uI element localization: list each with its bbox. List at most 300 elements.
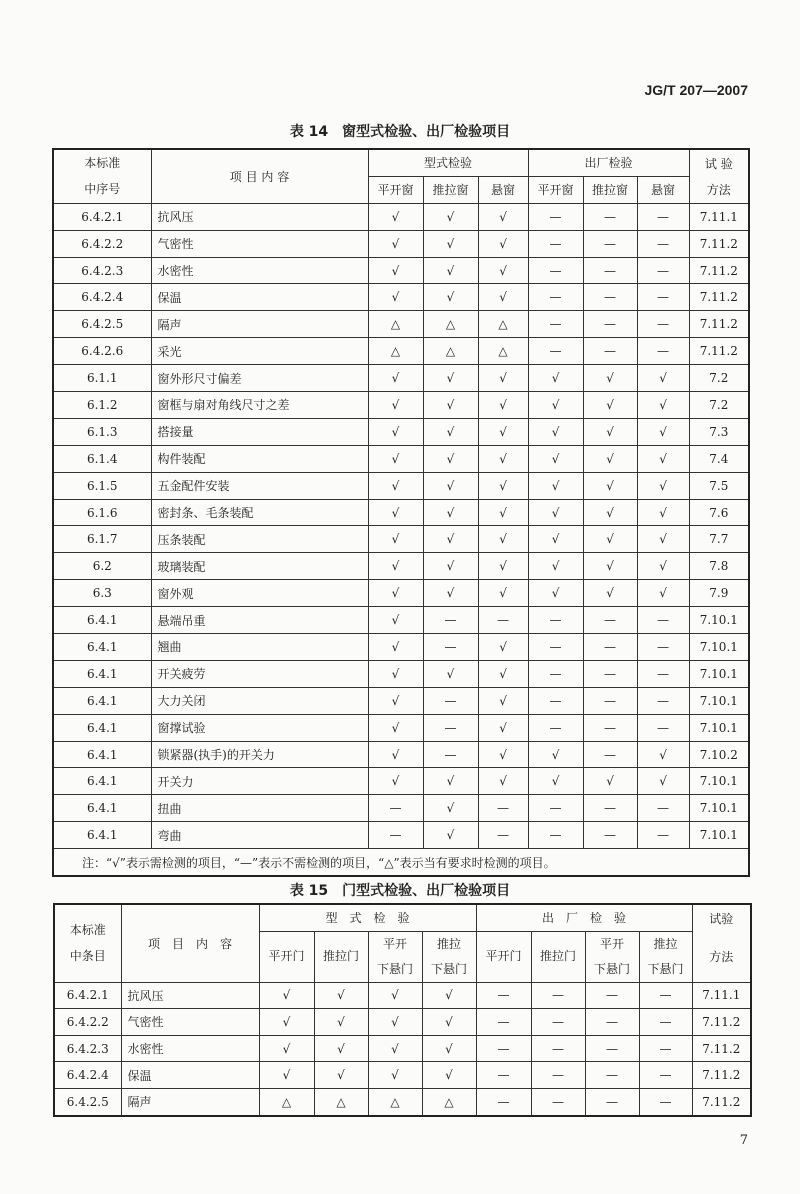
clause-number: 6.1.1 xyxy=(53,365,151,392)
inspection-mark: — xyxy=(528,714,583,741)
inspection-mark: √ xyxy=(528,526,583,553)
test-method: 7.10.1 xyxy=(689,660,749,687)
table-row xyxy=(53,768,749,795)
inspection-mark: — xyxy=(531,982,585,1009)
page-number: 7 xyxy=(739,1133,748,1148)
inspection-mark: √ xyxy=(368,526,423,553)
item-content: 抗风压 xyxy=(121,982,259,1009)
inspection-mark: — xyxy=(528,795,583,822)
header-clause-number: 本标准 中序号 xyxy=(53,149,151,203)
header-factory-inspection: 出 厂 检 验 xyxy=(476,904,692,931)
test-method: 7.11.2 xyxy=(689,284,749,311)
table14-caption: 表 14 窗型式检验、出厂检验项目 xyxy=(289,124,511,140)
inspection-mark: — xyxy=(583,230,637,257)
inspection-mark: — xyxy=(368,822,423,849)
inspection-mark: √ xyxy=(637,553,689,580)
header-subtype: 悬窗 xyxy=(637,176,689,203)
inspection-mark: √ xyxy=(528,580,583,607)
inspection-mark: √ xyxy=(423,822,478,849)
header-subtype: 推拉 下悬门 xyxy=(639,931,692,982)
item-content: 开关力 xyxy=(151,768,368,795)
item-content: 水密性 xyxy=(151,257,368,284)
clause-number: 6.1.6 xyxy=(53,499,151,526)
inspection-mark: — xyxy=(637,714,689,741)
inspection-mark: √ xyxy=(583,418,637,445)
test-method: 7.10.1 xyxy=(689,768,749,795)
inspection-mark: — xyxy=(476,982,531,1009)
inspection-mark: √ xyxy=(478,580,528,607)
item-content: 窗外形尺寸偏差 xyxy=(151,365,368,392)
inspection-mark: √ xyxy=(423,472,478,499)
inspection-mark: — xyxy=(528,338,583,365)
inspection-mark: — xyxy=(639,1035,692,1062)
inspection-mark: — xyxy=(637,822,689,849)
inspection-mark: — xyxy=(476,1035,531,1062)
inspection-mark: √ xyxy=(478,257,528,284)
clause-number: 6.1.2 xyxy=(53,392,151,419)
inspection-mark: √ xyxy=(478,472,528,499)
table-row xyxy=(54,1009,751,1036)
header-subtype: 平开窗 xyxy=(528,176,583,203)
inspection-mark: — xyxy=(531,1035,585,1062)
inspection-mark: — xyxy=(478,822,528,849)
inspection-mark: √ xyxy=(478,203,528,230)
item-content: 构件装配 xyxy=(151,445,368,472)
inspection-mark: — xyxy=(528,822,583,849)
item-content: 翘曲 xyxy=(151,634,368,661)
item-content: 锁紧器(执手)的开关力 xyxy=(151,741,368,768)
item-content: 隔声 xyxy=(151,311,368,338)
inspection-mark: √ xyxy=(423,284,478,311)
inspection-mark: — xyxy=(368,795,423,822)
inspection-mark: √ xyxy=(528,418,583,445)
table-row xyxy=(53,311,749,338)
inspection-mark: √ xyxy=(423,526,478,553)
inspection-mark: √ xyxy=(528,553,583,580)
inspection-mark: △ xyxy=(259,1088,314,1115)
inspection-mark: — xyxy=(583,795,637,822)
item-content: 保温 xyxy=(151,284,368,311)
inspection-mark: √ xyxy=(583,365,637,392)
inspection-mark: — xyxy=(583,822,637,849)
test-method: 7.10.1 xyxy=(689,795,749,822)
inspection-mark: √ xyxy=(423,203,478,230)
inspection-mark: √ xyxy=(423,795,478,822)
test-method: 7.11.2 xyxy=(689,230,749,257)
clause-number: 6.4.2.4 xyxy=(53,284,151,311)
inspection-mark: — xyxy=(528,607,583,634)
inspection-mark: √ xyxy=(368,580,423,607)
inspection-mark: √ xyxy=(368,741,423,768)
table-row xyxy=(53,445,749,472)
inspection-mark: — xyxy=(528,634,583,661)
inspection-mark: √ xyxy=(478,418,528,445)
table-row xyxy=(53,553,749,580)
inspection-mark: — xyxy=(476,1088,531,1115)
clause-number: 6.4.2.4 xyxy=(54,1062,121,1089)
inspection-mark: — xyxy=(639,1009,692,1036)
door-inspection-table xyxy=(53,903,752,1117)
inspection-mark: — xyxy=(585,1062,639,1089)
inspection-mark: — xyxy=(528,284,583,311)
item-content: 弯曲 xyxy=(151,822,368,849)
item-content: 五金配件安装 xyxy=(151,472,368,499)
inspection-mark: — xyxy=(637,257,689,284)
inspection-mark: √ xyxy=(423,257,478,284)
item-content: 气密性 xyxy=(121,1009,259,1036)
inspection-mark: √ xyxy=(528,741,583,768)
inspection-mark: — xyxy=(528,687,583,714)
inspection-mark: √ xyxy=(368,499,423,526)
table-row xyxy=(54,982,751,1009)
inspection-mark: — xyxy=(583,660,637,687)
inspection-mark: √ xyxy=(478,499,528,526)
inspection-mark: — xyxy=(637,203,689,230)
clause-number: 6.1.7 xyxy=(53,526,151,553)
inspection-mark: — xyxy=(637,795,689,822)
inspection-mark: √ xyxy=(528,445,583,472)
table-row xyxy=(53,472,749,499)
inspection-mark: √ xyxy=(478,768,528,795)
item-content: 玻璃装配 xyxy=(151,553,368,580)
table-row xyxy=(53,338,749,365)
inspection-mark: — xyxy=(528,660,583,687)
test-method: 7.10.1 xyxy=(689,634,749,661)
inspection-mark: — xyxy=(637,284,689,311)
test-method: 7.10.1 xyxy=(689,714,749,741)
item-content: 气密性 xyxy=(151,230,368,257)
clause-number: 6.4.1 xyxy=(53,687,151,714)
inspection-mark: — xyxy=(528,230,583,257)
header-subtype: 平开 下悬门 xyxy=(368,931,422,982)
header-item-content: 项 目 内 容 xyxy=(121,904,259,982)
test-method: 7.11.2 xyxy=(689,311,749,338)
test-method: 7.11.2 xyxy=(689,338,749,365)
inspection-mark: √ xyxy=(528,392,583,419)
inspection-mark: √ xyxy=(423,392,478,419)
test-method: 7.11.2 xyxy=(689,257,749,284)
inspection-mark: — xyxy=(423,687,478,714)
inspection-mark: √ xyxy=(422,1035,476,1062)
inspection-mark: — xyxy=(583,634,637,661)
header-clause-number: 本标准 中条目 xyxy=(54,904,121,982)
inspection-mark: √ xyxy=(368,472,423,499)
item-content: 密封条、毛条装配 xyxy=(151,499,368,526)
header-subtype: 悬窗 xyxy=(478,176,528,203)
inspection-mark: — xyxy=(585,1088,639,1115)
inspection-mark: √ xyxy=(637,741,689,768)
header-subtype: 推拉窗 xyxy=(423,176,478,203)
inspection-mark: √ xyxy=(368,982,422,1009)
inspection-mark: √ xyxy=(368,1062,422,1089)
inspection-mark: — xyxy=(583,714,637,741)
table-row xyxy=(53,365,749,392)
inspection-mark: √ xyxy=(528,499,583,526)
inspection-mark: √ xyxy=(478,230,528,257)
test-method: 7.7 xyxy=(689,526,749,553)
inspection-mark: √ xyxy=(583,580,637,607)
clause-number: 6.4.1 xyxy=(53,714,151,741)
table-row xyxy=(54,1035,751,1062)
header-item-content: 项 目 内 容 xyxy=(151,149,368,203)
inspection-mark: — xyxy=(476,1062,531,1089)
inspection-mark: √ xyxy=(637,418,689,445)
inspection-mark: √ xyxy=(259,1035,314,1062)
test-method: 7.11.2 xyxy=(692,1009,751,1036)
inspection-mark: √ xyxy=(637,499,689,526)
inspection-mark: — xyxy=(637,311,689,338)
header-subtype: 推拉窗 xyxy=(583,176,637,203)
clause-number: 6.4.2.3 xyxy=(54,1035,121,1062)
clause-number: 6.1.4 xyxy=(53,445,151,472)
table-row xyxy=(53,660,749,687)
inspection-mark: √ xyxy=(637,445,689,472)
table-row xyxy=(53,257,749,284)
inspection-mark: √ xyxy=(637,526,689,553)
test-method: 7.8 xyxy=(689,553,749,580)
header-subtype: 推拉 下悬门 xyxy=(422,931,476,982)
inspection-mark: √ xyxy=(368,768,423,795)
inspection-mark: √ xyxy=(637,365,689,392)
inspection-mark: √ xyxy=(368,445,423,472)
clause-number: 6.4.2.1 xyxy=(53,203,151,230)
test-method: 7.11.1 xyxy=(692,982,751,1009)
inspection-mark: — xyxy=(637,230,689,257)
test-method: 7.5 xyxy=(689,472,749,499)
table-row xyxy=(53,822,749,849)
standard-code: JG/T 207—2007 xyxy=(644,82,748,98)
clause-number: 6.4.1 xyxy=(53,768,151,795)
inspection-mark: — xyxy=(637,634,689,661)
inspection-mark: — xyxy=(423,714,478,741)
inspection-mark: — xyxy=(531,1062,585,1089)
inspection-mark: √ xyxy=(423,230,478,257)
table-row xyxy=(53,526,749,553)
inspection-mark: — xyxy=(423,741,478,768)
inspection-mark: — xyxy=(583,338,637,365)
header-subtype: 推拉门 xyxy=(531,931,585,982)
inspection-mark: — xyxy=(637,338,689,365)
table-row xyxy=(53,203,749,230)
test-method: 7.11.2 xyxy=(692,1035,751,1062)
inspection-mark: √ xyxy=(583,526,637,553)
item-content: 开关疲劳 xyxy=(151,660,368,687)
inspection-mark: — xyxy=(478,607,528,634)
inspection-mark: √ xyxy=(423,660,478,687)
test-method: 7.11.2 xyxy=(692,1062,751,1089)
inspection-mark: △ xyxy=(422,1088,476,1115)
clause-number: 6.4.1 xyxy=(53,607,151,634)
inspection-mark: √ xyxy=(368,392,423,419)
inspection-mark: — xyxy=(423,607,478,634)
inspection-mark: △ xyxy=(314,1088,368,1115)
note-row xyxy=(53,849,749,876)
inspection-mark: √ xyxy=(478,445,528,472)
inspection-mark: √ xyxy=(423,445,478,472)
item-content: 压条装配 xyxy=(151,526,368,553)
inspection-mark: √ xyxy=(583,553,637,580)
inspection-mark: △ xyxy=(478,311,528,338)
inspection-mark: √ xyxy=(368,230,423,257)
test-method: 7.4 xyxy=(689,445,749,472)
inspection-mark: √ xyxy=(423,768,478,795)
inspection-mark: △ xyxy=(423,338,478,365)
inspection-mark: √ xyxy=(583,768,637,795)
header-subtype: 平开门 xyxy=(476,931,531,982)
header-subtype: 平开 下悬门 xyxy=(585,931,639,982)
table-row xyxy=(53,284,749,311)
inspection-mark: — xyxy=(528,257,583,284)
test-method: 7.2 xyxy=(689,392,749,419)
inspection-mark: √ xyxy=(368,365,423,392)
inspection-mark: √ xyxy=(368,1009,422,1036)
inspection-mark: √ xyxy=(423,365,478,392)
inspection-mark: √ xyxy=(637,472,689,499)
inspection-mark: √ xyxy=(583,499,637,526)
clause-number: 6.4.2.3 xyxy=(53,257,151,284)
inspection-mark: √ xyxy=(259,1062,314,1089)
table-note: 注：“√”表示需检测的项目，“—”表示不需检测的项目，“△”表示当有要求时检测的项目。 xyxy=(53,849,749,876)
inspection-mark: △ xyxy=(368,1088,422,1115)
header-factory-inspection: 出厂检验 xyxy=(528,149,689,176)
table-row xyxy=(54,1088,751,1115)
header-row xyxy=(53,149,749,176)
table-row xyxy=(53,714,749,741)
test-method: 7.6 xyxy=(689,499,749,526)
test-method: 7.9 xyxy=(689,580,749,607)
inspection-mark: √ xyxy=(423,418,478,445)
inspection-mark: √ xyxy=(423,580,478,607)
inspection-mark: √ xyxy=(368,660,423,687)
clause-number: 6.4.1 xyxy=(53,822,151,849)
header-subtype: 平开门 xyxy=(259,931,314,982)
inspection-mark: — xyxy=(585,1035,639,1062)
clause-number: 6.4.2.2 xyxy=(53,230,151,257)
test-method: 7.11.2 xyxy=(692,1088,751,1115)
clause-number: 6.4.2.5 xyxy=(54,1088,121,1115)
inspection-mark: √ xyxy=(637,392,689,419)
inspection-mark: √ xyxy=(368,634,423,661)
inspection-mark: √ xyxy=(528,472,583,499)
item-content: 抗风压 xyxy=(151,203,368,230)
item-content: 大力关闭 xyxy=(151,687,368,714)
clause-number: 6.4.1 xyxy=(53,634,151,661)
item-content: 隔声 xyxy=(121,1088,259,1115)
inspection-mark: √ xyxy=(368,257,423,284)
header-type-inspection: 型式检验 xyxy=(368,149,528,176)
inspection-mark: √ xyxy=(422,1062,476,1089)
table-row xyxy=(53,607,749,634)
inspection-mark: — xyxy=(637,687,689,714)
table-row xyxy=(53,795,749,822)
item-content: 采光 xyxy=(151,338,368,365)
item-content: 搭接量 xyxy=(151,418,368,445)
inspection-mark: √ xyxy=(637,580,689,607)
inspection-mark: √ xyxy=(259,1009,314,1036)
inspection-mark: √ xyxy=(478,553,528,580)
inspection-mark: — xyxy=(478,795,528,822)
inspection-mark: √ xyxy=(423,553,478,580)
test-method: 7.11.1 xyxy=(689,203,749,230)
inspection-mark: √ xyxy=(583,472,637,499)
header-test-method: 试 验 xyxy=(689,149,749,176)
inspection-mark: √ xyxy=(478,687,528,714)
inspection-mark: √ xyxy=(422,982,476,1009)
item-content: 窗框与扇对角线尺寸之差 xyxy=(151,392,368,419)
clause-number: 6.2 xyxy=(53,553,151,580)
inspection-mark: — xyxy=(583,311,637,338)
inspection-mark: — xyxy=(583,203,637,230)
inspection-mark: √ xyxy=(478,365,528,392)
header-subtype: 推拉门 xyxy=(314,931,368,982)
inspection-mark: √ xyxy=(314,1062,368,1089)
clause-number: 6.1.3 xyxy=(53,418,151,445)
inspection-mark: — xyxy=(528,311,583,338)
inspection-mark: √ xyxy=(368,203,423,230)
inspection-mark: — xyxy=(423,634,478,661)
inspection-mark: △ xyxy=(478,338,528,365)
inspection-mark: √ xyxy=(528,365,583,392)
test-method: 7.2 xyxy=(689,365,749,392)
header-row xyxy=(54,904,751,931)
inspection-mark: √ xyxy=(528,768,583,795)
inspection-mark: √ xyxy=(478,714,528,741)
item-content: 保温 xyxy=(121,1062,259,1089)
table-row xyxy=(53,687,749,714)
table-row xyxy=(53,418,749,445)
inspection-mark: △ xyxy=(423,311,478,338)
inspection-mark: — xyxy=(531,1088,585,1115)
inspection-mark: — xyxy=(585,982,639,1009)
header-subtype: 平开窗 xyxy=(368,176,423,203)
inspection-mark: — xyxy=(639,1088,692,1115)
test-method: 7.10.2 xyxy=(689,741,749,768)
clause-number: 6.4.2.5 xyxy=(53,311,151,338)
inspection-mark: — xyxy=(583,687,637,714)
table-row xyxy=(53,634,749,661)
inspection-mark: — xyxy=(585,1009,639,1036)
inspection-mark: √ xyxy=(478,284,528,311)
inspection-mark: — xyxy=(639,1062,692,1089)
test-method: 7.10.1 xyxy=(689,822,749,849)
table-row xyxy=(53,580,749,607)
header-test-method: 方法 xyxy=(692,931,751,982)
inspection-mark: — xyxy=(528,203,583,230)
inspection-mark: — xyxy=(583,607,637,634)
inspection-mark: — xyxy=(583,284,637,311)
test-method: 7.10.1 xyxy=(689,607,749,634)
table-row xyxy=(53,230,749,257)
clause-number: 6.4.1 xyxy=(53,741,151,768)
inspection-mark: √ xyxy=(422,1009,476,1036)
inspection-mark: √ xyxy=(423,499,478,526)
clause-number: 6.4.2.6 xyxy=(53,338,151,365)
inspection-mark: √ xyxy=(478,660,528,687)
table-row xyxy=(53,741,749,768)
inspection-mark: — xyxy=(637,660,689,687)
inspection-mark: — xyxy=(583,257,637,284)
inspection-mark: √ xyxy=(368,607,423,634)
test-method: 7.10.1 xyxy=(689,687,749,714)
test-method: 7.3 xyxy=(689,418,749,445)
inspection-mark: √ xyxy=(478,741,528,768)
inspection-mark: √ xyxy=(368,284,423,311)
clause-number: 6.1.5 xyxy=(53,472,151,499)
clause-number: 6.3 xyxy=(53,580,151,607)
clause-number: 6.4.2.2 xyxy=(54,1009,121,1036)
inspection-mark: √ xyxy=(368,418,423,445)
inspection-mark: √ xyxy=(368,687,423,714)
